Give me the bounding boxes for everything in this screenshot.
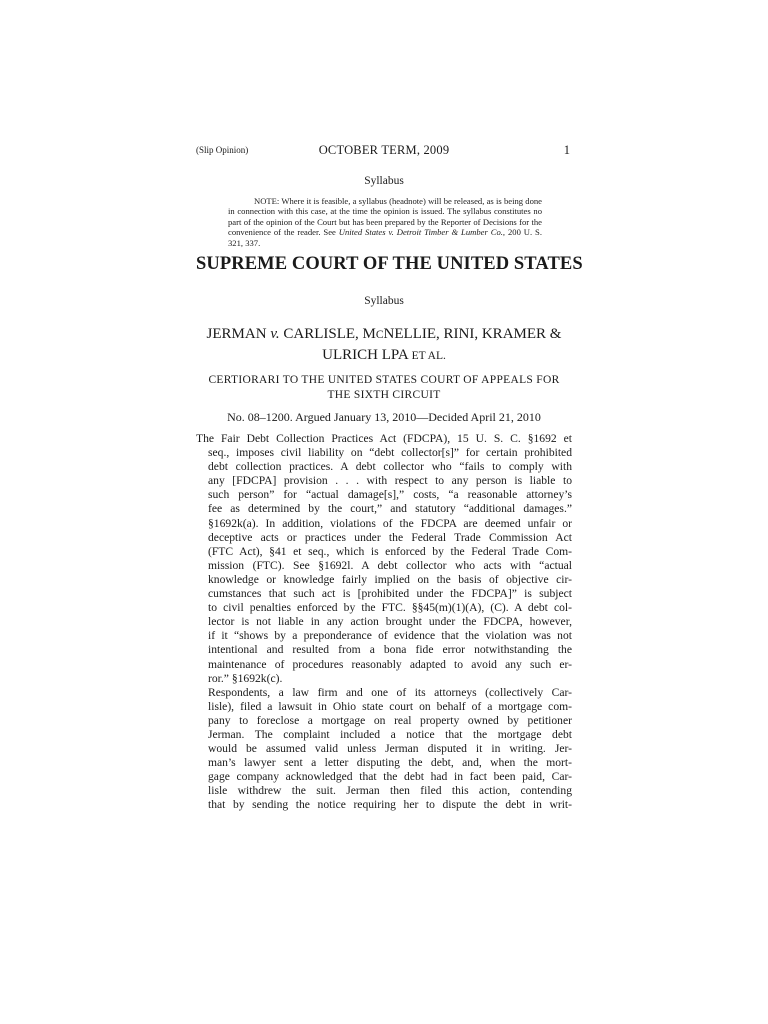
syllabus-heading-top: Syllabus (364, 175, 404, 187)
certiorari-statement (196, 373, 572, 403)
case-caption (196, 324, 572, 366)
body-line: debt collection practices. A debt collector who “fails to comply with (208, 460, 572, 474)
body-line: that by sending the notice requiring her to dispute the debt in writ- (208, 798, 572, 812)
body-line: knowledge or knowledge fairly implied on the basis of objective cir- (208, 572, 572, 586)
body-line: fee as determined by the court,” and statutory “additional damages.” (208, 502, 572, 516)
caption-line-2: ULRICH LPA ET AL. (322, 347, 446, 363)
docket-line: No. 08–1200. Argued January 13, 2010—Decided April 21, 2010 (227, 410, 541, 424)
body-line: mission (FTC). See §1692l. A debt collector who acts with “actual (208, 558, 572, 572)
body-line: deceptive acts or practices under the Federal Trade Commission Act (208, 530, 572, 544)
note-citation: United States v. Detroit Timber & Lumber Co. (338, 227, 503, 238)
body-line: pany to foreclose a mortgage on real property owned by petitioner (208, 713, 572, 727)
certiorari-line-2: THE SIXTH CIRCUIT (327, 389, 441, 401)
reporter-note (228, 196, 542, 248)
body-line: Respondents, a law firm and one of its attorneys (collectively Car- (208, 685, 572, 699)
body-line: would be assumed valid unless Jerman disputed it in writing. Jer- (208, 742, 572, 756)
body-line: lisle withdrew the suit. Jerman then filed this action, contending (208, 784, 572, 798)
body-line: Jerman. The complaint included a notice that the mortgage debt (208, 727, 572, 741)
body-line: lector is not liable in any action brought under the FDCPA, however, (208, 615, 572, 629)
body-line: any [FDCPA] provision . . . with respect to any person is liable to (208, 474, 572, 488)
slip-opinion-label: (Slip Opinion) (196, 145, 249, 155)
note-text: NOTE: Where it is feasible, a syllabus (headnote) will be released, as is being done in connection with this case, at the time the opinion is issued. The syllabus constitutes no part of the opinion of the Court but has been prepared by the Reporter of Decisions for the convenience of the reader. See (228, 196, 542, 238)
page-number: 1 (563, 143, 570, 157)
running-header (196, 143, 572, 159)
body-line: intentional and resulted from a bona fide error notwithstanding the (208, 643, 572, 657)
body-line: lisle), filed a lawsuit in Ohio state court on behalf of a mortgage com- (208, 699, 572, 713)
syllabus-body (196, 432, 572, 813)
body-line: maintenance of procedures reasonably adapted to avoid any such er- (208, 657, 572, 671)
body-line: such person” for “actual damage[s],” costs, “a reasonable attorney’s (208, 488, 572, 502)
term-label: OCTOBER TERM, 2009 (318, 143, 450, 157)
body-line: cumstances that such act is [prohibited under the FDCPA]” is subject (208, 587, 572, 601)
body-line: The Fair Debt Collection Practices Act (FDCPA), 15 U. S. C. §1692 et (196, 432, 572, 445)
body-line: man’s lawyer sent a letter disputing the debt, and, when the mort- (208, 756, 572, 770)
certiorari-line-1: CERTIORARI TO THE UNITED STATES COURT OF APPEALS FOR (208, 374, 560, 386)
syllabus-heading: Syllabus (364, 295, 404, 307)
court-title: SUPREME COURT OF THE UNITED STATES (196, 254, 583, 274)
note-text-end: , 200 U. S. 321, 337. (228, 227, 542, 248)
caption-line-1: JERMAN v. CARLISLE, MCNELLIE, RINI, KRAMER & (206, 326, 562, 342)
body-line: seq., imposes civil liability on “debt collector[s]” for certain prohibited (208, 446, 572, 460)
body-line: (FTC Act), §41 et seq., which is enforced by the Federal Trade Com- (208, 544, 572, 558)
body-line: gage company acknowledged that the debt had in fact been paid, Car- (208, 770, 572, 784)
body-line: §1692k(a). In addition, violations of the FDCPA are deemed unfair or (208, 516, 572, 530)
body-line: ror.” §1692k(c). (208, 671, 283, 685)
body-line: if it “shows by a preponderance of evidence that the violation was not (208, 629, 572, 643)
body-line: to civil penalties enforced by the FTC. §§45(m)(1)(A), (C). A debt col- (208, 601, 572, 615)
